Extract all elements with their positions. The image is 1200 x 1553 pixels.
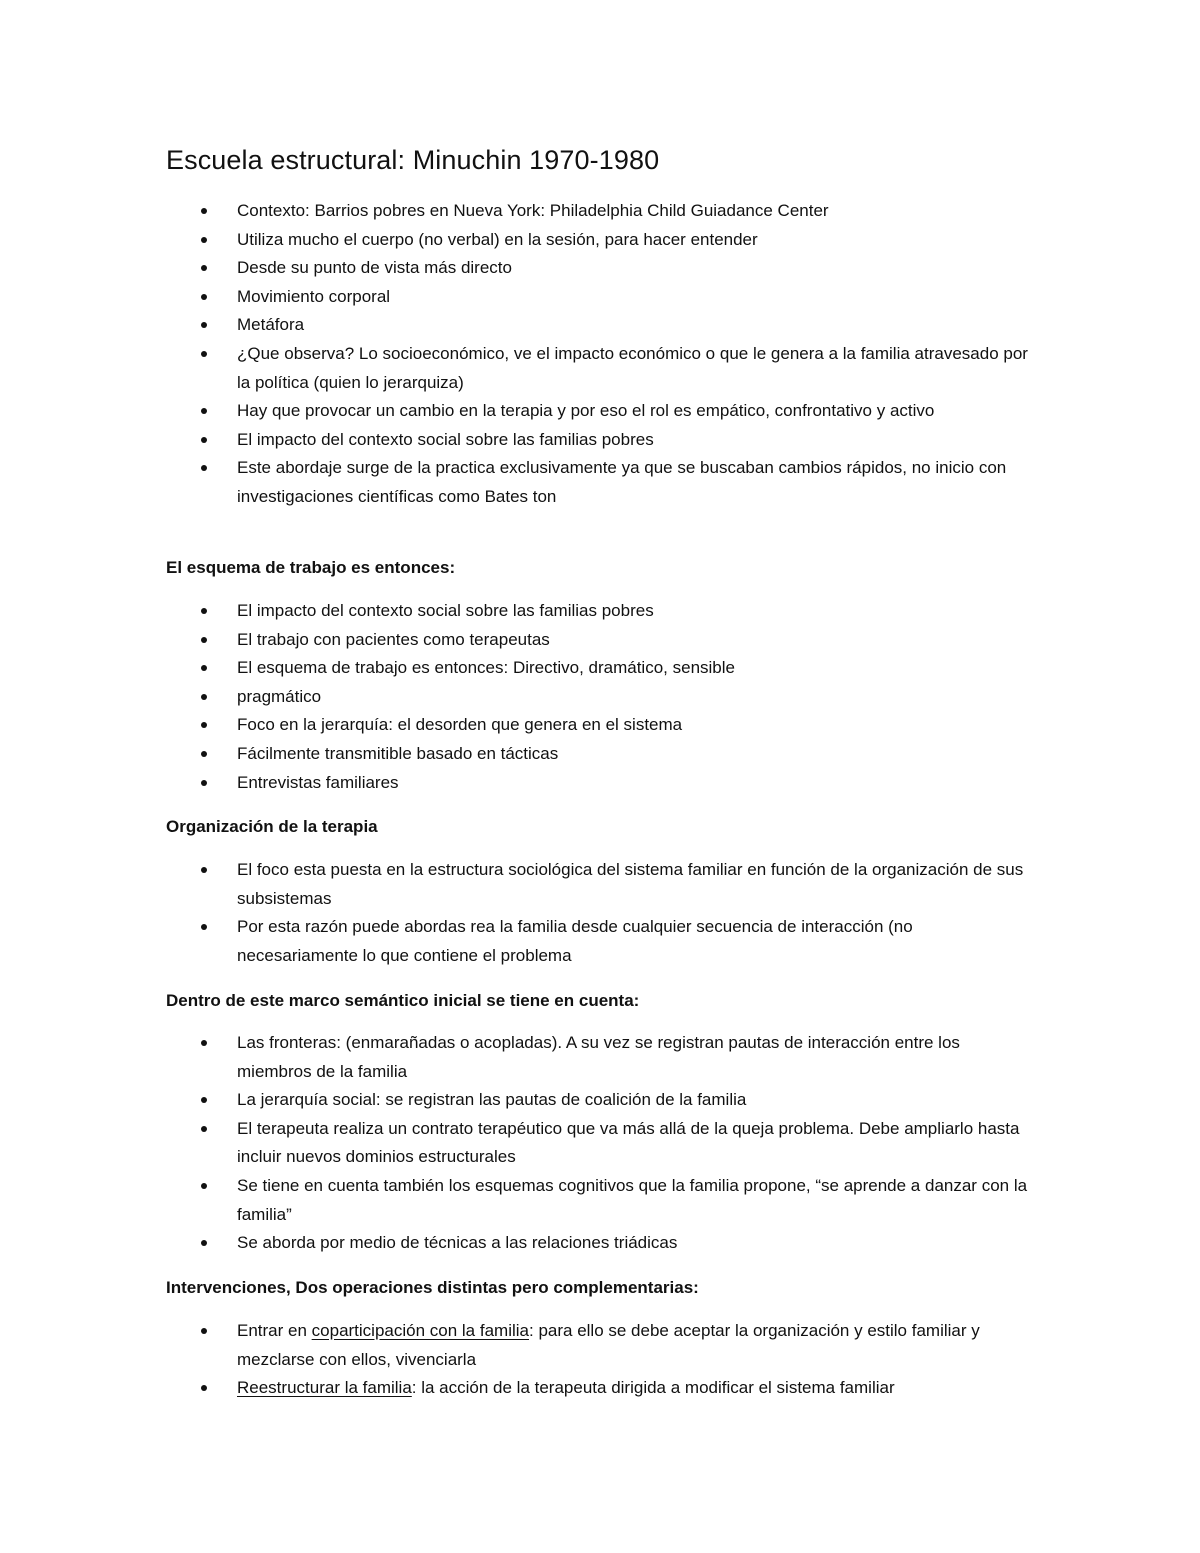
section-heading-organizacion: Organización de la terapia bbox=[166, 817, 378, 836]
list-item bbox=[0, 426, 1037, 455]
list-item-text: El impacto del contexto social sobre las familias pobres bbox=[237, 429, 654, 449]
bullet-icon bbox=[201, 322, 207, 328]
list-item bbox=[0, 454, 1037, 511]
bullet-icon bbox=[201, 694, 207, 700]
list-item bbox=[0, 1172, 1037, 1229]
bullet-icon bbox=[201, 437, 207, 443]
bullet-icon bbox=[201, 408, 207, 414]
bullet-icon bbox=[201, 924, 207, 930]
bullet-icon bbox=[201, 1097, 207, 1103]
list-item bbox=[0, 1115, 1037, 1172]
list-item-text: La jerarquía social: se registran las pautas de coalición de la familia bbox=[237, 1090, 747, 1110]
organizacion-list bbox=[0, 856, 1037, 970]
list-item-text: Se tiene en cuenta también los esquemas cognitivos que la familia propone, “se aprende a danzar con la familia” bbox=[237, 1175, 1028, 1224]
esquema-list bbox=[0, 597, 1037, 797]
list-item bbox=[0, 340, 1037, 397]
bullet-icon bbox=[201, 208, 207, 214]
list-item-text: El foco esta puesta en la estructura sociológica del sistema familiar en función de la organización de sus subsistemas bbox=[237, 860, 1024, 908]
list-item-text: El impacto del contexto social sobre las familias pobres bbox=[237, 601, 654, 620]
list-item bbox=[0, 683, 1037, 712]
list-item-text: El trabajo con pacientes como terapeutas bbox=[237, 629, 550, 649]
list-item bbox=[0, 283, 1037, 312]
list-item bbox=[0, 913, 1037, 970]
bullet-icon bbox=[201, 1183, 207, 1189]
list-item bbox=[0, 654, 1037, 683]
list-item-text: Se aborda por medio de técnicas a las relaciones triádicas bbox=[237, 1233, 678, 1253]
list-item-text: Metáfora bbox=[237, 315, 305, 335]
bullet-icon bbox=[201, 294, 207, 300]
list-item-text-pre: Entrar en bbox=[237, 1321, 312, 1340]
bullet-icon bbox=[201, 751, 207, 757]
intervenciones-list bbox=[0, 1317, 1037, 1403]
bullet-icon bbox=[201, 608, 207, 614]
bullet-icon bbox=[201, 1385, 207, 1391]
list-item bbox=[0, 626, 1037, 655]
list-item-text: Foco en la jerarquía: el desorden que genera en el sistema bbox=[237, 715, 683, 735]
bullet-icon bbox=[201, 637, 207, 643]
bullet-icon bbox=[201, 867, 207, 873]
bullet-icon bbox=[201, 265, 207, 271]
list-item bbox=[0, 1086, 1037, 1115]
list-item-text: Contexto: Barrios pobres en Nueva York: Philadelphia Child Guiadance Center bbox=[237, 201, 829, 220]
list-item bbox=[0, 1317, 1037, 1374]
section-heading-intervenciones: Intervenciones, Dos operaciones distintas pero complementarias: bbox=[166, 1278, 699, 1297]
list-item-text: El esquema de trabajo es entonces: Directivo, dramático, sensible bbox=[237, 658, 735, 678]
underlined-term: coparticipación con la familia bbox=[311, 1321, 529, 1340]
section-heading-marco-semantico: Dentro de este marco semántico inicial se tiene en cuenta: bbox=[166, 991, 640, 1010]
list-item bbox=[0, 1374, 1037, 1403]
list-item-text: Por esta razón puede abordas rea la familia desde cualquier secuencia de interacción (no necesariamente lo que contiene el problema bbox=[237, 917, 913, 965]
list-item-text: pragmático bbox=[237, 686, 322, 706]
bullet-icon bbox=[201, 1240, 207, 1246]
list-item bbox=[0, 397, 1037, 426]
list-item bbox=[0, 856, 1037, 913]
list-item bbox=[0, 597, 1037, 626]
list-item bbox=[0, 197, 1037, 226]
list-item-text: El terapeuta realiza un contrato terapéutico que va más allá de la queja problema. Debe ampliarlo hasta incluir nuevos dominios estructurales bbox=[237, 1118, 1020, 1167]
list-item-text: ¿Que observa? Lo socioeconómico, ve el impacto económico o que le genera a la familia atravesado por la política (quien lo jerarquiza) bbox=[237, 343, 1028, 392]
list-item-text: Las fronteras: (enmarañadas o acopladas). A su vez se registran pautas de interacción entre los miembros de la familia bbox=[237, 1033, 960, 1081]
list-item bbox=[0, 1229, 1037, 1258]
context-list bbox=[0, 197, 1037, 512]
list-item bbox=[0, 311, 1037, 340]
list-item bbox=[0, 226, 1037, 255]
list-item bbox=[0, 254, 1037, 283]
bullet-icon bbox=[201, 1126, 207, 1132]
list-item bbox=[0, 711, 1037, 740]
list-item-text: Hay que provocar un cambio en la terapia y por eso el rol es empático, confrontativo y activo bbox=[237, 401, 935, 421]
bullet-icon bbox=[201, 465, 207, 471]
underlined-term: Reestructurar la familia bbox=[237, 1378, 412, 1398]
list-item-text: Utiliza mucho el cuerpo (no verbal) en la sesión, para hacer entender bbox=[237, 229, 758, 249]
bullet-icon bbox=[201, 237, 207, 243]
bullet-icon bbox=[201, 722, 207, 728]
bullet-icon bbox=[201, 665, 207, 671]
list-item-text-post: : para ello se debe aceptar la organización y estilo familiar y mezclarse con ellos, vivenciarla bbox=[237, 1321, 980, 1369]
bullet-icon bbox=[201, 351, 207, 357]
list-item bbox=[0, 740, 1037, 769]
list-item bbox=[0, 1029, 1037, 1086]
bullet-icon bbox=[201, 1328, 207, 1334]
section-heading-esquema: El esquema de trabajo es entonces: bbox=[166, 558, 456, 577]
list-item-text: Fácilmente transmitible basado en tácticas bbox=[237, 743, 559, 763]
list-item-text: Entrevistas familiares bbox=[237, 772, 399, 792]
list-item-text: Movimiento corporal bbox=[237, 286, 391, 306]
bullet-icon bbox=[201, 1040, 207, 1046]
bullet-icon bbox=[201, 780, 207, 786]
list-item-text-post: : la acción de la terapeuta dirigida a modificar el sistema familiar bbox=[411, 1378, 895, 1398]
marco-semantico-list bbox=[0, 1029, 1037, 1258]
document-title: Escuela estructural: Minuchin 1970-1980 bbox=[166, 145, 660, 175]
list-item bbox=[0, 769, 1037, 798]
list-item-text: Este abordaje surge de la practica exclusivamente ya que se buscaban cambios rápidos, no inicio con investigaciones científicas como Bates ton bbox=[237, 458, 1007, 506]
list-item-text: Desde su punto de vista más directo bbox=[237, 258, 512, 278]
